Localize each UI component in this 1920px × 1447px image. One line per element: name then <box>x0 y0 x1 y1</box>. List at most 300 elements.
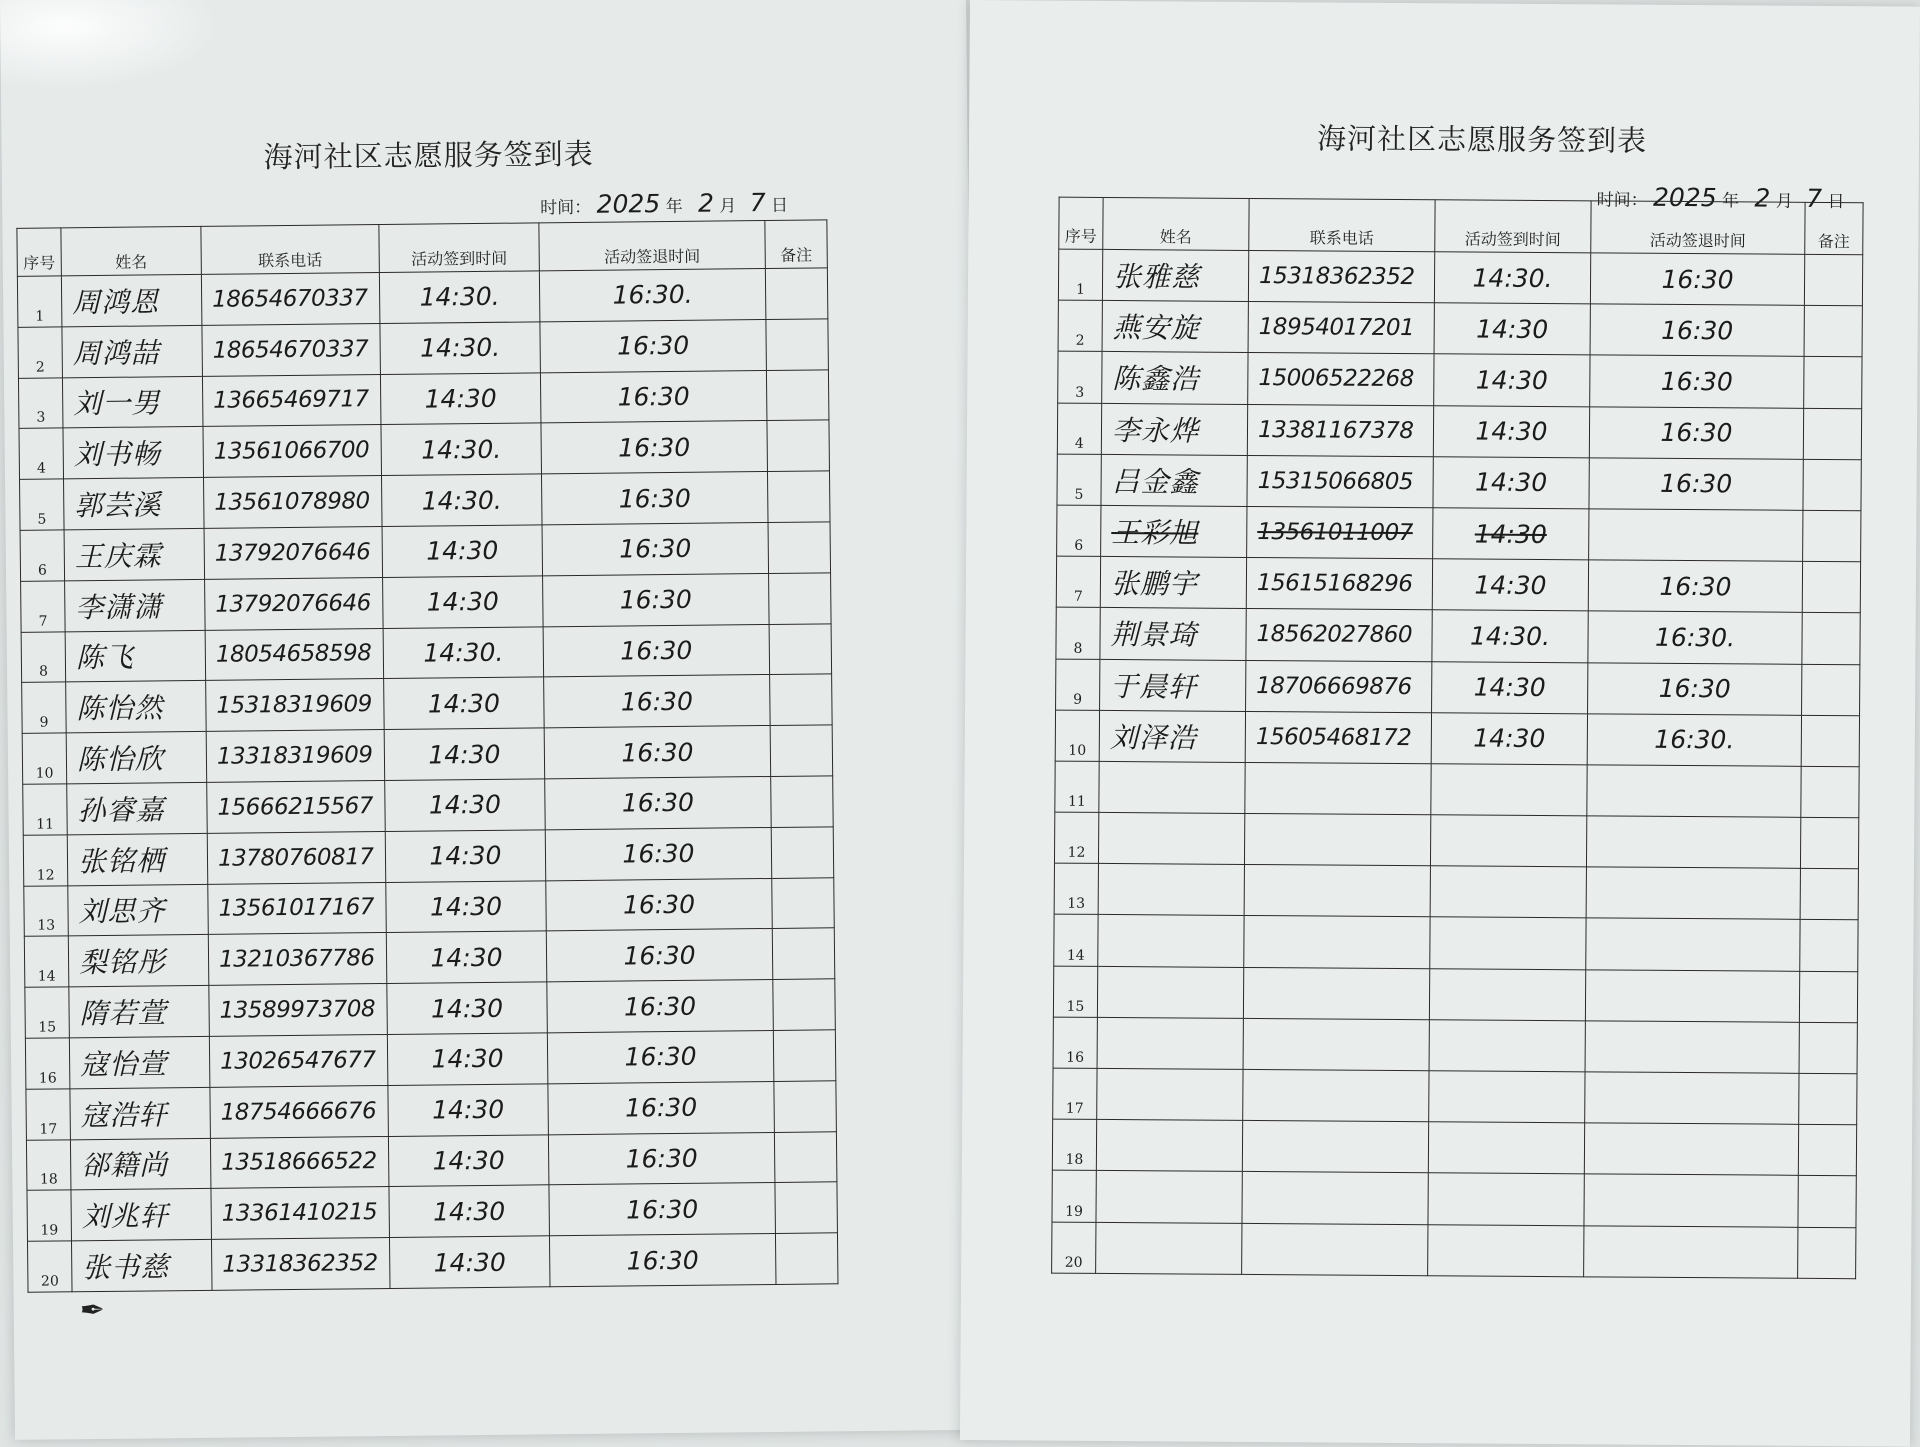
table-row <box>17 268 827 327</box>
row-number: 15 <box>25 987 70 1038</box>
sign-out-time: 16:30 <box>1590 304 1804 357</box>
sign-in-time: 14:30 <box>388 1134 549 1186</box>
note <box>1799 1073 1857 1125</box>
table-row <box>1057 454 1861 511</box>
note <box>1801 766 1859 818</box>
date-year: 2025 <box>1652 182 1717 213</box>
sign-out-time: 16:30 <box>545 827 772 880</box>
date-day: 7 <box>749 187 766 218</box>
table-row <box>1054 812 1858 869</box>
header-no: 序号 <box>17 228 62 276</box>
note <box>1802 664 1860 716</box>
phone-number: 18054658598 <box>205 628 384 681</box>
table-row <box>1052 1119 1856 1176</box>
header-sign-in-time: 活动签到时间 <box>379 223 539 273</box>
phone-number: 15318362352 <box>1248 250 1434 302</box>
table-row <box>20 522 830 581</box>
row-number: 4 <box>19 428 64 479</box>
sign-out-time: 16:30 <box>542 522 769 575</box>
sign-out-time: 16:30 <box>1590 253 1804 306</box>
row-number: 10 <box>1055 710 1099 761</box>
table-row <box>22 725 832 784</box>
row-number: 6 <box>20 530 65 581</box>
sign-out-time: 16:30 <box>540 370 767 423</box>
note <box>768 522 831 573</box>
sign-in-time: 14:30 <box>389 1236 550 1288</box>
sign-in-time: 14:30 <box>1433 456 1589 508</box>
volunteer-name <box>1098 864 1244 916</box>
volunteer-name <box>1098 812 1244 864</box>
sign-in-time: 14:30. <box>1432 610 1588 662</box>
row-number: 1 <box>17 276 62 327</box>
header-note: 备注 <box>1805 202 1863 254</box>
row-number: 3 <box>18 377 63 428</box>
note <box>1802 613 1860 665</box>
volunteer-name: 郤籍尚 <box>70 1138 211 1190</box>
note <box>1800 920 1858 972</box>
sign-out-time: 16:30 <box>543 573 770 626</box>
table-row <box>1055 761 1859 818</box>
note <box>771 776 834 827</box>
date-label: 时间： <box>1596 190 1648 211</box>
row-number: 18 <box>1052 1119 1096 1170</box>
date-month: 2 <box>1754 183 1771 213</box>
table-row <box>21 573 831 632</box>
note <box>1801 715 1859 767</box>
phone-number: 13381167378 <box>1247 404 1433 456</box>
note <box>770 725 833 776</box>
row-number: 5 <box>20 479 65 530</box>
table-row <box>25 1030 835 1089</box>
row-number: 13 <box>24 885 69 936</box>
phone-number <box>1243 1069 1429 1121</box>
volunteer-name: 刘书畅 <box>63 427 204 479</box>
table-row <box>1056 659 1860 716</box>
row-number: 20 <box>1052 1222 1096 1273</box>
sign-in-time: 14:30 <box>1433 508 1589 560</box>
row-number: 12 <box>1054 812 1098 863</box>
volunteer-name: 张鹏宇 <box>1100 557 1246 609</box>
phone-number: 18954017201 <box>1248 302 1434 354</box>
table-row <box>1056 556 1860 613</box>
sign-in-time <box>1428 1122 1584 1174</box>
header-sign-in-time: 活动签到时间 <box>1435 200 1591 253</box>
sign-in-time: 14:30 <box>384 728 545 780</box>
phone-number <box>1244 865 1430 917</box>
phone-number: 13780760817 <box>207 831 386 884</box>
phone-number: 13561078980 <box>204 476 383 529</box>
table-row <box>1054 915 1858 972</box>
note <box>774 1081 837 1132</box>
row-number: 7 <box>1056 556 1100 607</box>
header-phone: 联系电话 <box>201 225 379 275</box>
note <box>1800 869 1858 921</box>
phone-number: 15315066805 <box>1247 455 1433 507</box>
note <box>1804 254 1862 306</box>
sign-out-time <box>1584 1123 1798 1176</box>
note <box>1803 510 1861 562</box>
sign-in-time: 14:30 <box>1432 559 1588 611</box>
row-number: 20 <box>28 1241 73 1292</box>
row-number: 11 <box>1055 761 1099 812</box>
sheet-title: 海河社区志愿服务签到表 <box>1316 121 1648 158</box>
row-number: 7 <box>21 581 66 632</box>
sign-out-time: 16:30 <box>541 472 768 525</box>
phone-number: 13318319609 <box>206 730 385 783</box>
note <box>1798 1227 1856 1279</box>
sign-out-time <box>1585 969 1799 1022</box>
sign-out-time <box>1586 867 1800 920</box>
sign-in-sheet-right <box>960 0 1920 1447</box>
sign-in-time <box>1431 764 1587 816</box>
note <box>775 1182 838 1233</box>
volunteer-name: 荆景琦 <box>1100 608 1246 660</box>
phone-number: 13792076646 <box>204 527 383 580</box>
volunteer-name: 刘兆轩 <box>71 1189 212 1241</box>
volunteer-name: 寇怡萱 <box>69 1036 210 1088</box>
table-row <box>18 369 828 428</box>
note <box>1804 357 1862 409</box>
note <box>1798 1125 1856 1177</box>
header-sign-out-time: 活动签退时间 <box>539 221 765 271</box>
table-row <box>1053 1068 1857 1125</box>
volunteer-name: 陈鑫浩 <box>1102 352 1248 404</box>
sign-in-time: 14:30 <box>386 931 547 983</box>
sign-in-time <box>1429 1071 1585 1123</box>
volunteer-name: 王彩旭 <box>1101 505 1247 557</box>
volunteer-name <box>1096 1222 1242 1274</box>
volunteer-name <box>1097 1068 1243 1120</box>
table-row <box>23 776 833 835</box>
phone-number: 13210367786 <box>208 933 387 986</box>
table-row <box>26 1131 836 1190</box>
sign-in-time: 14:30 <box>387 1033 548 1085</box>
sign-in-time <box>1428 1224 1584 1276</box>
sign-out-time <box>1584 1225 1798 1278</box>
sign-in-time <box>1430 917 1586 969</box>
sign-in-time: 14:30 <box>1432 661 1588 713</box>
sign-out-time: 16:30 <box>1588 662 1802 715</box>
volunteer-name: 张铭栖 <box>67 833 208 885</box>
note <box>773 979 836 1030</box>
date-year-unit: 年 <box>665 196 683 218</box>
sign-out-time: 16:30 <box>540 319 767 372</box>
note <box>772 928 835 979</box>
table-row <box>26 1081 836 1140</box>
header-name: 姓名 <box>1103 197 1249 250</box>
note <box>766 319 829 370</box>
sign-out-time: 16:30. <box>539 269 766 322</box>
phone-number: 13561011007 <box>1247 506 1433 558</box>
sign-out-time: 16:30 <box>1588 560 1802 613</box>
row-number: 2 <box>18 327 63 378</box>
note <box>766 369 829 420</box>
volunteer-name <box>1097 966 1243 1018</box>
sign-in-time: 14:30. <box>381 423 542 475</box>
row-number: 12 <box>23 835 68 886</box>
sign-out-time: 16:30 <box>1590 355 1804 408</box>
note <box>765 268 828 319</box>
volunteer-name: 李潇潇 <box>65 579 206 631</box>
table-header-row <box>1059 197 1863 255</box>
volunteer-name: 郭芸溪 <box>64 478 205 530</box>
sign-in-table <box>1051 197 1863 1279</box>
phone-number: 13561066700 <box>203 425 382 478</box>
sign-out-time <box>1584 1174 1798 1227</box>
phone-number: 18654670337 <box>202 323 381 376</box>
sign-in-time: 14:30 <box>389 1185 550 1237</box>
sign-out-time <box>1586 918 1800 971</box>
note <box>1803 459 1861 511</box>
table-row <box>25 979 835 1038</box>
volunteer-name: 隋若萱 <box>69 986 210 1038</box>
table-row <box>1057 403 1861 460</box>
volunteer-name <box>1096 1171 1242 1223</box>
table-row <box>1052 1222 1856 1279</box>
phone-number: 15666215567 <box>207 780 386 833</box>
table-row <box>1058 300 1862 357</box>
row-number: 8 <box>21 631 66 682</box>
volunteer-name: 寇浩轩 <box>70 1087 211 1139</box>
note <box>770 674 833 725</box>
sign-out-time: 16:30 <box>546 929 773 982</box>
row-number: 2 <box>1058 300 1102 351</box>
row-number: 14 <box>24 936 69 987</box>
sign-in-time: 14:30 <box>384 677 545 729</box>
sign-out-time: 16:30 <box>546 878 773 931</box>
sign-in-time: 14:30 <box>383 576 544 628</box>
table-row <box>20 471 830 530</box>
phone-number <box>1242 1223 1428 1275</box>
sign-in-time: 14:30 <box>382 525 543 577</box>
sign-out-time: 16:30 <box>545 776 772 829</box>
table-header-row <box>17 220 827 276</box>
sign-out-time <box>1587 765 1801 818</box>
date-label: 时间： <box>540 197 592 219</box>
sign-in-time: 14:30 <box>380 372 541 424</box>
row-number: 14 <box>1054 915 1098 966</box>
date-day: 7 <box>1806 183 1823 213</box>
phone-number <box>1244 916 1430 968</box>
table-row <box>27 1182 837 1241</box>
sign-in-time <box>1428 1173 1584 1225</box>
sign-in-time: 14:30. <box>1434 252 1590 304</box>
sign-in-time: 14:30 <box>1434 303 1590 355</box>
table-row <box>24 877 834 936</box>
row-number: 5 <box>1057 454 1101 505</box>
sign-out-time: 16:30 <box>543 624 770 677</box>
row-number: 4 <box>1057 403 1101 454</box>
sign-in-time: 14:30 <box>385 779 546 831</box>
volunteer-name <box>1096 1120 1242 1172</box>
phone-number: 15615168296 <box>1246 558 1432 610</box>
sign-in-time <box>1429 968 1585 1020</box>
phone-number: 13361410215 <box>211 1187 390 1240</box>
volunteer-name: 于晨轩 <box>1100 659 1246 711</box>
date-month: 2 <box>697 188 715 218</box>
sign-out-time <box>1589 509 1803 562</box>
volunteer-name: 张书慈 <box>71 1239 212 1291</box>
date-day-unit: 日 <box>770 195 789 216</box>
phone-number: 18562027860 <box>1246 609 1432 661</box>
row-number: 1 <box>1058 249 1102 300</box>
volunteer-name: 周鸿恩 <box>61 274 202 326</box>
volunteer-name: 刘一男 <box>62 376 203 428</box>
row-number: 10 <box>22 733 67 784</box>
note <box>1798 1176 1856 1228</box>
row-number: 16 <box>1053 1017 1097 1068</box>
sign-in-time <box>1429 1020 1585 1072</box>
sign-in-time <box>1430 866 1586 918</box>
sign-in-time: 14:30 <box>1434 354 1590 406</box>
table-row <box>21 623 831 682</box>
header-note: 备注 <box>765 220 827 269</box>
row-number: 6 <box>1057 505 1101 556</box>
table-row <box>1055 710 1859 767</box>
row-number: 9 <box>22 682 67 733</box>
note <box>1800 817 1858 869</box>
note <box>769 623 832 674</box>
table-row <box>18 319 828 378</box>
phone-number: 13589973708 <box>209 984 388 1037</box>
sign-out-time: 16:30 <box>549 1183 776 1236</box>
date-day-unit: 日 <box>1827 191 1845 213</box>
sign-out-time: 16:30 <box>544 726 771 779</box>
sign-in-table <box>16 219 838 1292</box>
volunteer-name: 吕金鑫 <box>1101 454 1247 506</box>
volunteer-name <box>1099 761 1245 813</box>
note <box>767 471 830 522</box>
table-row <box>1056 607 1860 664</box>
note <box>774 1131 837 1182</box>
note <box>1799 1022 1857 1074</box>
sign-out-time: 16:30. <box>1588 611 1802 664</box>
date-year: 2025 <box>596 189 661 219</box>
sign-in-time: 14:30. <box>380 322 541 374</box>
row-number: 19 <box>1052 1170 1096 1221</box>
sign-out-time: 16:30 <box>547 980 774 1033</box>
table-row <box>1052 1170 1856 1227</box>
note <box>1804 306 1862 358</box>
phone-number: 18754666676 <box>210 1085 389 1138</box>
volunteer-name: 梨铭彤 <box>68 935 209 987</box>
sheet-title: 海河社区志愿服务签到表 <box>263 136 594 175</box>
phone-number: 13665469717 <box>202 374 381 427</box>
phone-number <box>1243 1018 1429 1070</box>
volunteer-name: 周鸿喆 <box>62 325 203 377</box>
row-number: 19 <box>27 1190 72 1241</box>
note <box>767 420 830 471</box>
phone-number <box>1243 967 1429 1019</box>
phone-number <box>1242 1121 1428 1173</box>
table-row <box>1058 351 1862 408</box>
note <box>771 827 834 878</box>
sign-in-time: 14:30. <box>379 271 540 323</box>
table-row <box>1058 249 1862 306</box>
note <box>772 877 835 928</box>
volunteer-name: 陈飞 <box>65 630 206 682</box>
ink-mark: ✒ <box>79 1292 106 1329</box>
phone-number <box>1244 814 1430 866</box>
table-row <box>28 1233 838 1292</box>
light-glare <box>0 0 221 90</box>
phone-number: 13318362352 <box>211 1238 390 1291</box>
sign-out-time: 16:30 <box>544 675 771 728</box>
sign-in-time: 14:30 <box>386 880 547 932</box>
volunteer-name <box>1097 1017 1243 1069</box>
sign-out-time: 16:30 <box>547 1030 774 1083</box>
sign-in-time: 14:30 <box>385 830 546 882</box>
sign-out-time <box>1585 1072 1799 1125</box>
note <box>775 1233 838 1284</box>
phone-number: 18654670337 <box>201 273 380 326</box>
sign-out-time <box>1586 816 1800 869</box>
sign-out-time: 16:30 <box>541 421 768 474</box>
sign-out-time: 16:30. <box>1587 714 1801 767</box>
volunteer-name: 陈怡欣 <box>66 732 207 784</box>
row-number: 11 <box>23 784 68 835</box>
sign-out-time <box>1585 1021 1799 1074</box>
header-no: 序号 <box>1059 197 1103 249</box>
sign-in-time: 14:30 <box>1431 712 1587 764</box>
row-number: 15 <box>1053 966 1097 1017</box>
phone-number: 15318319609 <box>206 679 385 732</box>
row-number: 16 <box>25 1038 70 1089</box>
volunteer-name: 燕安旋 <box>1102 301 1248 353</box>
date-year-unit: 年 <box>1721 191 1740 212</box>
volunteer-name: 刘思齐 <box>68 884 209 936</box>
sign-in-time: 14:30 <box>387 982 548 1034</box>
row-number: 3 <box>1058 351 1102 402</box>
table-row <box>1053 1017 1857 1074</box>
table-row <box>1054 863 1858 920</box>
phone-number: 13792076646 <box>205 577 384 630</box>
phone-number: 13561017167 <box>208 882 387 935</box>
table-row <box>24 928 834 987</box>
sign-in-time: 14:30 <box>1433 405 1589 457</box>
phone-number <box>1242 1172 1428 1224</box>
phone-number: 13026547677 <box>209 1034 388 1087</box>
sign-in-time: 14:30. <box>383 626 544 678</box>
note <box>773 1030 836 1081</box>
note <box>1799 971 1857 1023</box>
volunteer-name: 王庆霖 <box>64 528 205 580</box>
sign-in-time: 14:30. <box>382 474 543 526</box>
sign-out-time: 16:30 <box>1589 458 1803 511</box>
note <box>1802 561 1860 613</box>
phone-number: 18706669876 <box>1246 660 1432 712</box>
sign-out-time: 16:30 <box>1589 406 1803 459</box>
row-number: 17 <box>26 1089 71 1140</box>
sign-out-time: 16:30 <box>549 1234 776 1287</box>
row-number: 8 <box>1056 607 1100 658</box>
row-number: 9 <box>1056 659 1100 710</box>
table-row <box>23 827 833 886</box>
volunteer-name: 陈怡然 <box>66 681 207 733</box>
date-month-unit: 月 <box>1775 191 1793 212</box>
header-phone: 联系电话 <box>1249 198 1435 251</box>
note <box>769 573 832 624</box>
sign-in-time: 14:30 <box>388 1084 549 1136</box>
row-number: 17 <box>1053 1068 1097 1119</box>
volunteer-name: 孙睿嘉 <box>67 782 208 834</box>
table-row <box>1053 966 1857 1023</box>
sign-out-time: 16:30 <box>548 1132 775 1185</box>
phone-number: 15605468172 <box>1245 711 1431 763</box>
date-line <box>540 188 788 220</box>
table-row <box>1057 505 1861 562</box>
volunteer-name: 刘泽浩 <box>1099 710 1245 762</box>
